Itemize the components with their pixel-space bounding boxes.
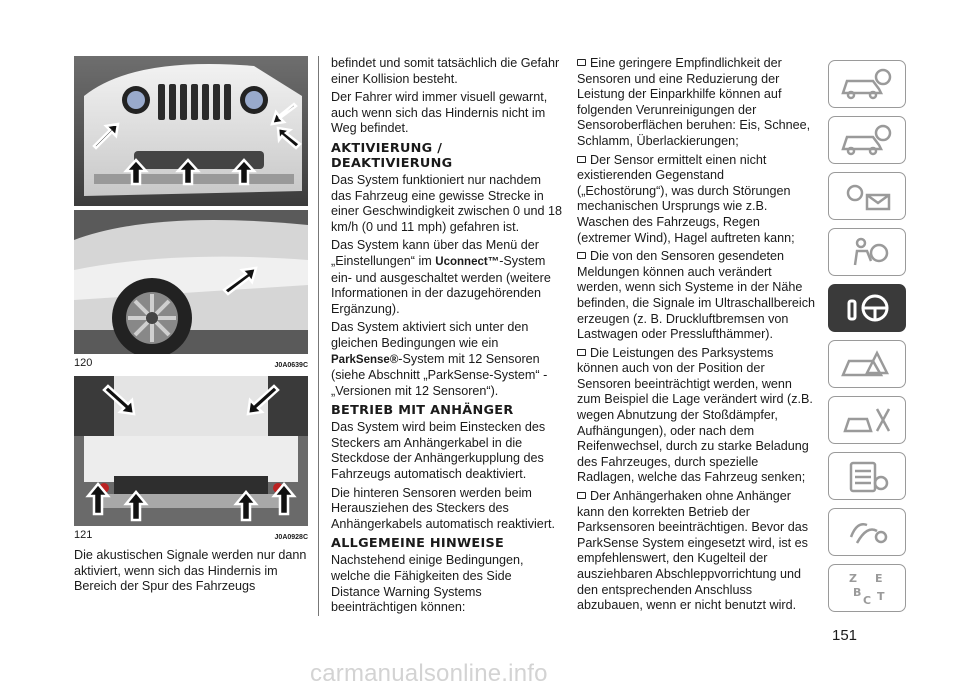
figure-rear-sensors [74, 376, 308, 526]
section-heading: BETRIEB MIT ANHÄNGER [331, 403, 514, 419]
page-number: 151 [832, 627, 858, 644]
maintenance-tools-icon [837, 403, 897, 437]
figure-caption-120 [74, 354, 308, 370]
tab-warning-lights[interactable] [828, 172, 906, 220]
tab-emergency-car[interactable] [828, 340, 906, 388]
column-1 [74, 56, 308, 598]
list-item-text: Die von den Sensoren gesendeten Meldungen können auch verändert werden, wenn sich Systeme in der Nähe befinden, die Signale im Ultraschallbereich erzeugen (z. B. Druckluftbremsen von Lastwagen oder Presslufthämmer). [577, 249, 816, 342]
tab-car-dashboard[interactable] [828, 60, 906, 108]
figure-front-sensors [74, 56, 308, 206]
text: -System ein- und ausgeschaltet werden (weitere Informationen in der dazugehörenden Ergänzung). [331, 253, 551, 316]
figure-number: 120 [74, 357, 93, 369]
tab-maintenance-tools[interactable] [828, 396, 906, 444]
paragraph [331, 320, 563, 399]
side-bumper-image [74, 210, 308, 354]
paragraph: Der Fahrer wird immer visuell gewarnt, auch wenn sich das Hindernis nicht im Weg befindet. [331, 90, 548, 136]
text: Das System aktiviert sich unter den gleichen Bedingungen wie ein [331, 320, 529, 350]
index-letter: T [877, 590, 885, 603]
text: Das System kann über das Menü der „Einstellungen“ im [331, 238, 539, 268]
list-item-text: Der Anhängerhaken ohne Anhänger kann den korrekten Betrieb der Parksensoren beeinträchtigen. Bevor das ParkSense System eingesetzt wird, ist es empfehlenswert, den Kugelteil der ausziehbaren Abschleppvorrichtung und den entsprechenden Anschluss abzubauen, wenn er nicht benutzt wird. [577, 489, 809, 613]
bullet-square-icon [577, 59, 586, 66]
car-info-icon [837, 123, 897, 157]
figure-caption-121 [74, 526, 308, 542]
list-item [577, 249, 815, 343]
index-letter: B [853, 586, 862, 599]
brand-name: Uconnect™ [435, 255, 500, 268]
section-heading: AKTIVIERUNG / DEAKTIVIERUNG [331, 140, 453, 171]
tab-technical-data[interactable] [828, 452, 906, 500]
car-dashboard-icon [837, 67, 897, 101]
chapter-tabs [828, 60, 908, 620]
paragraph: Das System wird beim Einstecken des Steckers am Anhängerkabel in die Steckdose der Anhängerkupplung des Fahrzeugs automatisch deaktiviert. [331, 420, 546, 482]
bullet-square-icon [577, 252, 586, 259]
front-bumper-image [74, 56, 308, 206]
figure-number: 121 [74, 529, 93, 541]
figure-code: J0A0639C [274, 362, 308, 369]
tab-multimedia[interactable] [828, 508, 906, 556]
tab-car-info[interactable] [828, 116, 906, 164]
list-item [577, 346, 815, 486]
tab-airbag-safety[interactable] [828, 228, 906, 276]
emergency-car-icon [837, 347, 897, 381]
paragraph: Die hinteren Sensoren werden beim Herausziehen des Steckers des Anhängerkabels automatisch reaktiviert. [331, 485, 556, 531]
tab-index[interactable] [828, 564, 906, 612]
multimedia-icon [837, 515, 897, 549]
list-item-text: Die Leistungen des Parksystems können auch von der Position der Sensoren beeinträchtigt werden, wenn zum Beispiel die Lage verändert wird (z.B. wegen Abnutzung der Stoßdämpfer, Aufhängungen), oder nach dem Reifenwechsel, durch zu starke Beladung des Fahrzeuges, durch spezielle Radlagen, welche das Fahrzeug senken; [577, 345, 813, 485]
brand-name: ParkSense® [331, 353, 399, 366]
column-3 [577, 56, 815, 617]
list-item [577, 56, 815, 150]
figure-code: J0A0928C [274, 534, 308, 541]
column-2 [331, 56, 563, 619]
technical-data-icon [837, 459, 897, 493]
bullet-square-icon [577, 156, 586, 163]
rear-bumper-image [74, 376, 308, 526]
bullet-square-icon [577, 492, 586, 499]
airbag-safety-icon [837, 235, 897, 269]
section-heading: ALLGEMEINE HINWEISE [331, 536, 505, 552]
figure-side-sensor [74, 210, 308, 354]
paragraph [331, 238, 563, 317]
watermark-footer: carmanualsonline.info [310, 660, 548, 687]
paragraph: Die akustischen Signale werden nur dann aktiviert, wenn sich das Hindernis im Bereich der Spur des Fahrzeugs [74, 548, 307, 594]
paragraph: Nachstehend einige Bedingungen, welche die Fähigkeiten des Side Distance Warning Systems beeinträchtigen können: [331, 553, 524, 615]
paragraph: Das System funktioniert nur nachdem das Fahrzeug eine gewisse Strecke in einer Geschwindigkeit zwischen 0 und 18 km/h (0 und 11 mph) gefahren ist. [331, 172, 563, 234]
index-letter: C [863, 594, 872, 607]
list-item-text: Der Sensor ermittelt einen nicht existierenden Gegenstand („Echostörung“), was durch Störungen mechanischen Ursprungs wie z.B. Waschen des Fahrzeugs, Regen (extremer Wind), Hagel auftreten kann; [577, 152, 795, 245]
steering-key-icon [837, 291, 897, 325]
list-item [577, 153, 815, 247]
list-item-text: Eine geringere Empfindlichkeit der Sensoren und eine Reduzierung der Leistung der Einparkhilfe können auf folgenden Verunreinigungen der Sensoroberflächen beruhen: Eis, Schnee, Schlamm, Überlackierungen; [577, 56, 811, 148]
bullet-square-icon [577, 349, 586, 356]
list-item [577, 489, 815, 614]
column-divider [318, 56, 319, 616]
index-letter: E [875, 572, 883, 585]
paragraph: befindet und somit tatsächlich die Gefahr einer Kollision besteht. [331, 56, 560, 86]
tab-steering-key[interactable] [828, 284, 906, 332]
index-icon [837, 568, 897, 608]
index-letter: Z [849, 572, 857, 585]
text: -System mit 12 Sensoren (siehe Abschnitt „ParkSense-System“ - „Versionen mit 12 Sensoren“). [331, 351, 548, 398]
warning-lights-icon [837, 179, 897, 213]
